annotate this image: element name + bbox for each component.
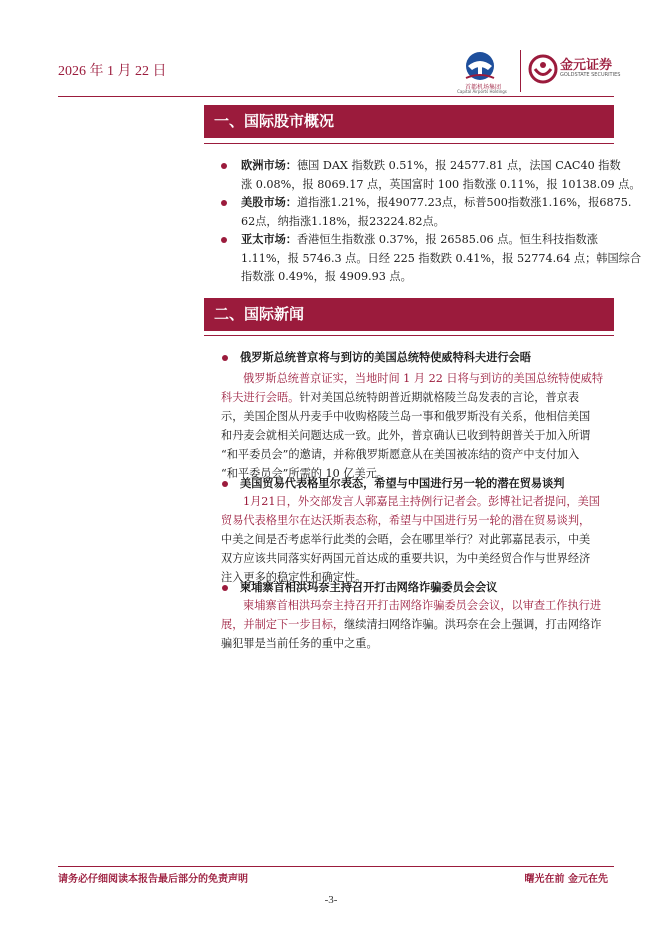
news-title: 柬埔寨首相洪玛奈主持召开打击网络诈骗委员会会议 [240,580,498,594]
bullet-icon [221,200,227,206]
news-highlight: 1月21日，外交部发言人郭嘉昆主持例行记者会。彭博社记者提问，美国 [243,495,600,508]
logo1-english: Capital Airports Holdings [457,89,507,94]
bullet-icon [222,355,228,361]
bullet-icon [222,481,228,487]
news-text: 和丹麦会就相关问题达成一致。此外，普京确认已收到特朗普关于加入所谓 [221,429,591,442]
section-rule [204,335,614,336]
bullet-icon [222,585,228,591]
news-highlight: 俄罗斯总统普京证实，当地时间 1 月 22 日将与到访的美国总统特使威特 [243,372,604,385]
footer-slogan: 曙光在前 金元在先 [524,874,608,885]
report-date: 2026 年 1 月 22 日 [58,64,167,79]
news-text: 注入更多的稳定性和确定性。 [221,571,367,584]
market-text: 62点，纳指涨1.18%，报23224.82点。 [241,214,445,228]
market-label: 亚太市场： [241,232,297,246]
news-highlight: 贸易代表格里尔在达沃斯表态称，希望与中国进行另一轮的潜在贸易谈判， [221,514,591,527]
logo-divider [520,50,521,92]
news-text: 中美之间是否考虑举行此类的会晤，会在哪里举行？对此郭嘉昆表示，中美 [221,533,591,546]
news-body [221,369,621,483]
news-highlight: 柬埔寨首相洪玛奈主持召开打击网络诈骗委员会会议，以审查工作执行进 [243,599,602,612]
section-heading-markets: 一、国际股市概况 [204,105,614,138]
logo1-name: 首都机场集团 [464,84,501,91]
market-label: 美股市场： [241,195,297,209]
news-text: 继续清扫网络诈骗。洪玛奈在会上强调，打击网络诈 [344,618,602,631]
news-text: 双方应该共同落实好两国元首达成的重要共识，为中美经贸合作与世界经济 [221,552,591,565]
market-item-europe [241,156,641,194]
market-text: 指数涨 0.49%，报 4909.93 点。 [241,270,412,283]
header-rule [58,96,614,97]
news-title: 俄罗斯总统普京将与到访的美国总统特使威特科夫进行会晤 [240,350,531,364]
section-heading-news: 二、国际新闻 [204,298,614,331]
section-rule [204,143,614,144]
market-text: 德国 DAX 指数跌 0.51%，报 24577.81 点，法国 CAC40 指数 [296,159,621,172]
bullet-icon [221,163,227,169]
news-text: “和平委员会”的邀请，并称俄罗斯愿意从在美国被冻结的资产中支付加入 [221,448,580,461]
news-text: 骗犯罪是当前任务的重中之重。 [221,637,378,650]
market-text: 涨 0.08%，报 8069.17 点，英国富时 100 指数涨 0.11%，报 10138.09 点。 [241,177,641,191]
news-text: 示，美国企图从丹麦手中收购格陵兰岛一事和俄罗斯没有关系，他相信美国 [221,410,591,423]
news-text: “和平委员会”所需的 10 亿美元。 [221,467,389,480]
market-label: 欧洲市场： [241,158,297,172]
logo2-english: GOLDSTATE SECURITIES [560,72,621,78]
news-text: 针对美国总统特朗普近期就格陵兰岛发表的言论，普京表 [299,391,580,404]
footer-rule [58,866,614,867]
market-text: 1.11%，报 5746.3 点。日经 225 指数跌 0.41%，报 52774.64 点；韩国综合 [241,251,642,265]
logo2-name: 金元证券 [560,58,613,73]
bullet-icon [221,237,227,243]
goldstate-logo-icon [528,54,558,84]
market-item-asia [241,230,642,287]
market-item-us [241,193,632,231]
page-number: -3- [324,894,338,906]
news-body [221,596,621,653]
news-highlight: 展，并制定下一步目标， [221,618,345,631]
market-text: 香港恒生指数涨 0.37%，报 26585.06 点。恒生科技指数涨 [296,233,598,246]
news-highlight: 科夫进行会晤。 [221,391,300,404]
market-text: 道指涨1.21%，报49077.23点，标普500指数涨1.16%，报6875. [296,196,632,209]
footer-disclaimer: 请务必仔细阅读本报告最后部分的免责声明 [58,874,248,885]
news-body [221,492,621,587]
news-title: 美国贸易代表格里尔表态，希望与中国进行另一轮的潜在贸易谈判 [240,476,565,490]
